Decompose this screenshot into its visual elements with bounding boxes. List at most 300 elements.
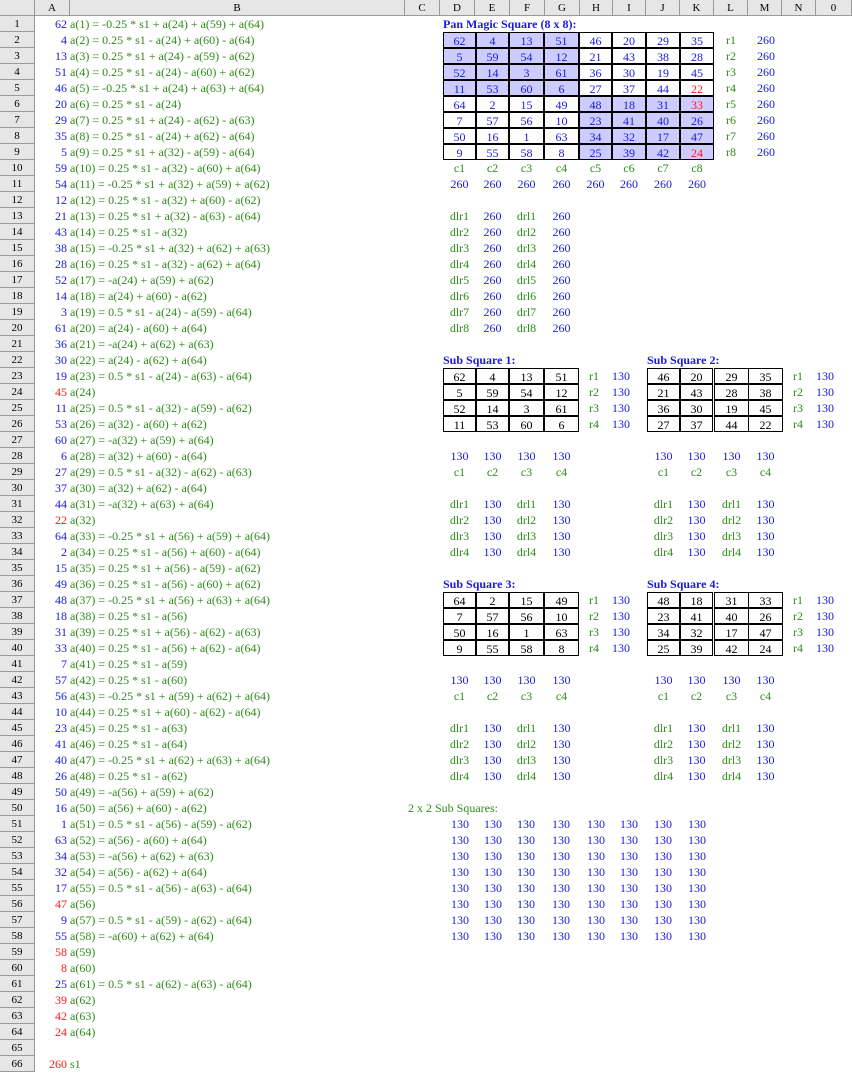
formula-cell[interactable]: a(32) — [70, 513, 96, 527]
value-cell[interactable]: 42 — [55, 1009, 67, 1023]
sub-square-cell[interactable]: 27 — [647, 416, 680, 432]
sub-square-cell[interactable]: 52 — [443, 400, 476, 416]
sub-square-cell[interactable]: 32 — [680, 624, 713, 640]
sub-square-cell[interactable]: 11 — [443, 416, 476, 432]
value-cell[interactable]: 41 — [55, 737, 67, 751]
column-header-B[interactable]: B — [70, 0, 405, 16]
formula-cell[interactable]: a(4) = 0.25 * s1 - a(24) - a(60) + a(62) — [70, 65, 255, 79]
value-cell[interactable]: 3 — [61, 305, 67, 319]
formula-cell[interactable]: a(60) — [70, 961, 96, 975]
pan-square-cell[interactable]: 9 — [443, 144, 476, 160]
sub-square-cell[interactable]: 57 — [476, 608, 509, 624]
formula-cell[interactable]: a(38) = 0.25 * s1 - a(56) — [70, 609, 188, 623]
formula-cell[interactable]: a(62) — [70, 993, 96, 1007]
value-cell[interactable]: 2 — [61, 545, 67, 559]
row-header-22[interactable]: 22 — [0, 352, 35, 368]
pan-square-cell[interactable]: 18 — [612, 96, 646, 112]
sub-square-cell[interactable]: 30 — [680, 400, 713, 416]
formula-cell[interactable]: a(56) — [70, 897, 96, 911]
pan-square-cell[interactable]: 10 — [544, 112, 579, 128]
pan-square-cell[interactable]: 24 — [680, 144, 714, 160]
column-header-H[interactable]: H — [580, 0, 613, 16]
value-cell[interactable]: 55 — [55, 929, 67, 943]
pan-square-cell[interactable]: 1 — [509, 128, 544, 144]
value-cell[interactable]: 44 — [55, 497, 67, 511]
column-header-A[interactable]: A — [35, 0, 70, 16]
row-header-63[interactable]: 63 — [0, 1008, 35, 1024]
value-cell[interactable]: 40 — [55, 753, 67, 767]
formula-cell[interactable]: a(55) = 0.5 * s1 - a(56) - a(63) - a(64) — [70, 881, 252, 895]
row-header-20[interactable]: 20 — [0, 320, 35, 336]
pan-square-cell[interactable]: 57 — [476, 112, 509, 128]
sub-square-cell[interactable]: 26 — [748, 608, 783, 624]
row-header-52[interactable]: 52 — [0, 832, 35, 848]
column-header-N[interactable]: N — [782, 0, 816, 16]
sub-square-cell[interactable]: 58 — [509, 640, 544, 656]
row-header-12[interactable]: 12 — [0, 192, 35, 208]
row-header-53[interactable]: 53 — [0, 848, 35, 864]
row-header-42[interactable]: 42 — [0, 672, 35, 688]
sub-square-cell[interactable]: 21 — [647, 384, 680, 400]
sub-square-cell[interactable]: 35 — [748, 368, 783, 384]
sub-square-cell[interactable]: 17 — [714, 624, 749, 640]
sub-square-cell[interactable]: 56 — [509, 608, 544, 624]
pan-square-cell[interactable]: 27 — [579, 80, 612, 96]
column-header-0[interactable]: 0 — [816, 0, 852, 16]
row-header-8[interactable]: 8 — [0, 128, 35, 144]
pan-square-cell[interactable]: 15 — [509, 96, 544, 112]
column-header-J[interactable]: J — [646, 0, 680, 16]
value-cell[interactable]: 22 — [55, 513, 67, 527]
sub-square-cell[interactable]: 28 — [714, 384, 749, 400]
sub-square-cell[interactable]: 54 — [509, 384, 544, 400]
value-cell[interactable]: 30 — [55, 353, 67, 367]
row-header-41[interactable]: 41 — [0, 656, 35, 672]
row-header-47[interactable]: 47 — [0, 752, 35, 768]
value-cell[interactable]: 11 — [55, 401, 67, 415]
formula-cell[interactable]: a(49) = -a(56) + a(59) + a(62) — [70, 785, 214, 799]
sub-square-cell[interactable]: 44 — [714, 416, 749, 432]
sub-square-cell[interactable]: 38 — [748, 384, 783, 400]
formula-cell[interactable]: a(46) = 0.25 * s1 - a(64) — [70, 737, 188, 751]
value-cell[interactable]: 7 — [61, 657, 67, 671]
pan-square-cell[interactable]: 25 — [579, 144, 612, 160]
row-header-13[interactable]: 13 — [0, 208, 35, 224]
value-cell[interactable]: 8 — [61, 961, 67, 975]
pan-square-cell[interactable]: 55 — [476, 144, 509, 160]
select-all-corner[interactable] — [0, 0, 35, 16]
formula-cell[interactable]: a(10) = 0.25 * s1 - a(32) - a(60) + a(64) — [70, 161, 261, 175]
sub-square-cell[interactable]: 9 — [443, 640, 476, 656]
formula-cell[interactable]: a(8) = 0.25 * s1 - a(24) + a(62) - a(64) — [70, 129, 255, 143]
pan-square-cell[interactable]: 43 — [612, 48, 646, 64]
formula-cell[interactable]: a(58) = -a(60) + a(62) + a(64) — [70, 929, 214, 943]
row-header-49[interactable]: 49 — [0, 784, 35, 800]
pan-square-cell[interactable]: 6 — [544, 80, 579, 96]
pan-square-cell[interactable]: 61 — [544, 64, 579, 80]
pan-square-cell[interactable]: 41 — [612, 112, 646, 128]
formula-cell[interactable]: a(45) = 0.25 * s1 - a(63) — [70, 721, 188, 735]
sub-square-cell[interactable]: 20 — [680, 368, 713, 384]
value-cell[interactable]: 38 — [55, 241, 67, 255]
pan-square-cell[interactable]: 26 — [680, 112, 714, 128]
formula-cell[interactable]: a(54) = a(56) - a(62) + a(64) — [70, 865, 207, 879]
sub-square-cell[interactable]: 47 — [748, 624, 783, 640]
column-header-E[interactable]: E — [475, 0, 510, 16]
formula-cell[interactable]: a(26) = a(32) - a(60) + a(62) — [70, 417, 207, 431]
pan-square-cell[interactable]: 3 — [509, 64, 544, 80]
sub-square-cell[interactable]: 51 — [544, 368, 579, 384]
pan-square-cell[interactable]: 56 — [509, 112, 544, 128]
sub-square-cell[interactable]: 62 — [443, 368, 476, 384]
pan-square-cell[interactable]: 58 — [509, 144, 544, 160]
pan-square-cell[interactable]: 12 — [544, 48, 579, 64]
formula-cell[interactable]: a(61) = 0.5 * s1 - a(62) - a(63) - a(64) — [70, 977, 252, 991]
pan-square-cell[interactable]: 29 — [646, 32, 680, 48]
pan-square-cell[interactable]: 64 — [443, 96, 476, 112]
pan-square-cell[interactable]: 13 — [509, 32, 544, 48]
sub-square-cell[interactable]: 5 — [443, 384, 476, 400]
row-header-24[interactable]: 24 — [0, 384, 35, 400]
formula-cell[interactable]: a(13) = 0.25 * s1 + a(32) - a(63) - a(64) — [70, 209, 261, 223]
sub-square-cell[interactable]: 64 — [443, 592, 476, 608]
sub-square-cell[interactable]: 33 — [748, 592, 783, 608]
formula-cell[interactable]: a(22) = a(24) - a(62) + a(64) — [70, 353, 207, 367]
row-header-31[interactable]: 31 — [0, 496, 35, 512]
value-cell[interactable]: 17 — [55, 881, 67, 895]
formula-cell[interactable]: a(11) = -0.25 * s1 + a(32) + a(59) + a(62) — [70, 177, 270, 191]
pan-square-cell[interactable]: 28 — [680, 48, 714, 64]
row-header-15[interactable]: 15 — [0, 240, 35, 256]
pan-square-cell[interactable]: 4 — [476, 32, 509, 48]
value-cell[interactable]: 34 — [55, 849, 67, 863]
formula-cell[interactable]: a(53) = -a(56) + a(62) + a(63) — [70, 849, 214, 863]
pan-square-cell[interactable]: 34 — [579, 128, 612, 144]
sub-square-cell[interactable]: 61 — [544, 400, 579, 416]
pan-square-cell[interactable]: 59 — [476, 48, 509, 64]
pan-square-cell[interactable]: 53 — [476, 80, 509, 96]
pan-square-cell[interactable]: 5 — [443, 48, 476, 64]
formula-cell[interactable]: a(39) = 0.25 * s1 + a(56) - a(62) - a(63) — [70, 625, 261, 639]
row-header-1[interactable]: 1 — [0, 16, 35, 32]
row-header-65[interactable]: 65 — [0, 1040, 35, 1056]
formula-cell[interactable]: a(57) = 0.5 * s1 - a(59) - a(62) - a(64) — [70, 913, 252, 927]
pan-square-cell[interactable]: 49 — [544, 96, 579, 112]
formula-cell[interactable]: a(64) — [70, 1025, 96, 1039]
row-header-56[interactable]: 56 — [0, 896, 35, 912]
row-header-3[interactable]: 3 — [0, 48, 35, 64]
pan-square-cell[interactable]: 46 — [579, 32, 612, 48]
formula-cell[interactable]: a(43) = -0.25 * s1 + a(59) + a(62) + a(64) — [70, 689, 271, 703]
pan-square-cell[interactable]: 20 — [612, 32, 646, 48]
sub-square-cell[interactable]: 12 — [544, 384, 579, 400]
column-header-I[interactable]: I — [613, 0, 646, 16]
value-cell[interactable]: 60 — [55, 433, 67, 447]
row-header-32[interactable]: 32 — [0, 512, 35, 528]
sub-square-cell[interactable]: 3 — [509, 400, 544, 416]
pan-square-cell[interactable]: 21 — [579, 48, 612, 64]
formula-cell[interactable]: a(37) = -0.25 * s1 + a(56) + a(63) + a(64) — [70, 593, 271, 607]
pan-square-cell[interactable]: 40 — [646, 112, 680, 128]
pan-square-cell[interactable]: 62 — [443, 32, 476, 48]
formula-cell[interactable]: a(17) = -a(24) + a(59) + a(62) — [70, 273, 214, 287]
sub-square-cell[interactable]: 43 — [680, 384, 713, 400]
sub-square-cell[interactable]: 34 — [647, 624, 680, 640]
pan-square-cell[interactable]: 19 — [646, 64, 680, 80]
pan-square-cell[interactable]: 60 — [509, 80, 544, 96]
column-header-C[interactable]: C — [405, 0, 440, 16]
value-cell[interactable]: 39 — [55, 993, 67, 1007]
value-cell[interactable]: 49 — [55, 577, 67, 591]
row-header-16[interactable]: 16 — [0, 256, 35, 272]
formula-cell[interactable]: a(12) = 0.25 * s1 - a(32) + a(60) - a(62) — [70, 193, 261, 207]
formula-cell[interactable]: a(7) = 0.25 * s1 + a(24) - a(62) - a(63) — [70, 113, 255, 127]
row-header-37[interactable]: 37 — [0, 592, 35, 608]
row-header-35[interactable]: 35 — [0, 560, 35, 576]
formula-cell[interactable]: a(27) = -a(32) + a(59) + a(64) — [70, 433, 214, 447]
pan-square-cell[interactable]: 39 — [612, 144, 646, 160]
value-cell[interactable]: 25 — [55, 977, 67, 991]
formula-cell[interactable]: a(42) = 0.25 * s1 - a(60) — [70, 673, 188, 687]
row-header-27[interactable]: 27 — [0, 432, 35, 448]
row-header-54[interactable]: 54 — [0, 864, 35, 880]
value-cell[interactable]: 53 — [55, 417, 67, 431]
value-cell[interactable]: 37 — [55, 481, 67, 495]
pan-square-cell[interactable]: 22 — [680, 80, 714, 96]
sub-square-cell[interactable]: 16 — [476, 624, 509, 640]
formula-cell[interactable]: a(14) = 0.25 * s1 - a(32) — [70, 225, 188, 239]
pan-square-cell[interactable]: 52 — [443, 64, 476, 80]
pan-square-cell[interactable]: 23 — [579, 112, 612, 128]
value-cell[interactable]: 63 — [55, 833, 67, 847]
row-header-4[interactable]: 4 — [0, 64, 35, 80]
sub-square-cell[interactable]: 46 — [647, 368, 680, 384]
pan-square-cell[interactable]: 11 — [443, 80, 476, 96]
value-cell[interactable]: 19 — [55, 369, 67, 383]
value-cell[interactable]: 46 — [55, 81, 67, 95]
row-header-39[interactable]: 39 — [0, 624, 35, 640]
sub-square-cell[interactable]: 13 — [509, 368, 544, 384]
pan-square-cell[interactable]: 17 — [646, 128, 680, 144]
sub-square-cell[interactable]: 37 — [680, 416, 713, 432]
value-cell[interactable]: 54 — [55, 177, 67, 191]
value-cell[interactable]: 31 — [55, 625, 67, 639]
sub-square-cell[interactable]: 24 — [748, 640, 783, 656]
value-cell[interactable]: 43 — [55, 225, 67, 239]
sub-square-cell[interactable]: 36 — [647, 400, 680, 416]
row-header-34[interactable]: 34 — [0, 544, 35, 560]
value-cell[interactable]: 52 — [55, 273, 67, 287]
row-header-2[interactable]: 2 — [0, 32, 35, 48]
column-header-D[interactable]: D — [440, 0, 475, 16]
value-cell[interactable]: 32 — [55, 865, 67, 879]
value-cell[interactable]: 5 — [61, 145, 67, 159]
pan-square-cell[interactable]: 30 — [612, 64, 646, 80]
value-cell[interactable]: 48 — [55, 593, 67, 607]
pan-square-cell[interactable]: 33 — [680, 96, 714, 112]
value-cell[interactable]: 24 — [55, 1025, 67, 1039]
value-cell[interactable]: 9 — [61, 913, 67, 927]
sub-square-cell[interactable]: 49 — [544, 592, 579, 608]
value-cell[interactable]: 27 — [55, 465, 67, 479]
formula-cell[interactable]: a(5) = -0.25 * s1 + a(24) + a(63) + a(64) — [70, 81, 265, 95]
sub-square-cell[interactable]: 53 — [476, 416, 509, 432]
value-cell[interactable]: 47 — [55, 897, 67, 911]
value-cell[interactable]: 26 — [55, 769, 67, 783]
sub-square-cell[interactable]: 42 — [714, 640, 749, 656]
value-cell[interactable]: 56 — [55, 689, 67, 703]
formula-cell[interactable]: a(18) = a(24) + a(60) - a(62) — [70, 289, 207, 303]
value-cell[interactable]: 260 — [49, 1057, 67, 1071]
value-cell[interactable]: 57 — [55, 673, 67, 687]
pan-square-cell[interactable]: 16 — [476, 128, 509, 144]
pan-square-cell[interactable]: 37 — [612, 80, 646, 96]
row-header-25[interactable]: 25 — [0, 400, 35, 416]
row-header-58[interactable]: 58 — [0, 928, 35, 944]
pan-square-cell[interactable]: 14 — [476, 64, 509, 80]
value-cell[interactable]: 13 — [55, 49, 67, 63]
formula-cell[interactable]: a(51) = 0.5 * s1 - a(56) - a(59) - a(62) — [70, 817, 252, 831]
formula-cell[interactable]: a(29) = 0.5 * s1 - a(32) - a(62) - a(63) — [70, 465, 252, 479]
column-header-K[interactable]: K — [680, 0, 714, 16]
sub-square-cell[interactable]: 63 — [544, 624, 579, 640]
formula-cell[interactable]: a(35) = 0.25 * s1 + a(56) - a(59) - a(62) — [70, 561, 261, 575]
value-cell[interactable]: 36 — [55, 337, 67, 351]
column-header-M[interactable]: M — [748, 0, 782, 16]
row-header-55[interactable]: 55 — [0, 880, 35, 896]
sub-square-cell[interactable]: 55 — [476, 640, 509, 656]
row-header-28[interactable]: 28 — [0, 448, 35, 464]
value-cell[interactable]: 6 — [61, 449, 67, 463]
column-header-L[interactable]: L — [714, 0, 748, 16]
value-cell[interactable]: 35 — [55, 129, 67, 143]
row-header-43[interactable]: 43 — [0, 688, 35, 704]
row-header-10[interactable]: 10 — [0, 160, 35, 176]
formula-cell[interactable]: a(63) — [70, 1009, 96, 1023]
formula-cell[interactable]: a(47) = -0.25 * s1 + a(62) + a(63) + a(64) — [70, 753, 271, 767]
row-header-45[interactable]: 45 — [0, 720, 35, 736]
sub-square-cell[interactable]: 14 — [476, 400, 509, 416]
value-cell[interactable]: 16 — [55, 801, 67, 815]
formula-cell[interactable]: a(34) = 0.25 * s1 - a(56) + a(60) - a(64) — [70, 545, 261, 559]
row-header-17[interactable]: 17 — [0, 272, 35, 288]
value-cell[interactable]: 62 — [55, 17, 67, 31]
formula-cell[interactable]: a(50) = a(56) + a(60) - a(62) — [70, 801, 207, 815]
sub-square-cell[interactable]: 29 — [714, 368, 749, 384]
sub-square-cell[interactable]: 48 — [647, 592, 680, 608]
sub-square-cell[interactable]: 60 — [509, 416, 544, 432]
pan-square-cell[interactable]: 8 — [544, 144, 579, 160]
pan-square-cell[interactable]: 42 — [646, 144, 680, 160]
pan-square-cell[interactable]: 50 — [443, 128, 476, 144]
pan-square-cell[interactable]: 36 — [579, 64, 612, 80]
sub-square-cell[interactable]: 31 — [714, 592, 749, 608]
formula-cell[interactable]: a(20) = a(24) - a(60) + a(64) — [70, 321, 207, 335]
formula-cell[interactable]: a(40) = 0.25 * s1 - a(56) + a(62) - a(64) — [70, 641, 261, 655]
sub-square-cell[interactable]: 41 — [680, 608, 713, 624]
sub-square-cell[interactable]: 18 — [680, 592, 713, 608]
row-header-11[interactable]: 11 — [0, 176, 35, 192]
formula-cell[interactable]: a(24) — [70, 385, 96, 399]
pan-square-cell[interactable]: 63 — [544, 128, 579, 144]
value-cell[interactable]: 33 — [55, 641, 67, 655]
pan-square-cell[interactable]: 7 — [443, 112, 476, 128]
pan-square-cell[interactable]: 51 — [544, 32, 579, 48]
row-header-40[interactable]: 40 — [0, 640, 35, 656]
formula-cell[interactable]: a(16) = 0.25 * s1 - a(32) - a(62) + a(64) — [70, 257, 261, 271]
value-cell[interactable]: 10 — [55, 705, 67, 719]
row-header-18[interactable]: 18 — [0, 288, 35, 304]
sub-square-cell[interactable]: 15 — [509, 592, 544, 608]
sub-square-cell[interactable]: 50 — [443, 624, 476, 640]
row-header-14[interactable]: 14 — [0, 224, 35, 240]
row-header-36[interactable]: 36 — [0, 576, 35, 592]
row-header-48[interactable]: 48 — [0, 768, 35, 784]
formula-cell[interactable]: a(1) = -0.25 * s1 + a(24) + a(59) + a(64) — [70, 17, 265, 31]
formula-cell[interactable]: a(25) = 0.5 * s1 - a(32) - a(59) - a(62) — [70, 401, 252, 415]
formula-cell[interactable]: a(3) = 0.25 * s1 + a(24) - a(59) - a(62) — [70, 49, 255, 63]
row-header-61[interactable]: 61 — [0, 976, 35, 992]
row-header-62[interactable]: 62 — [0, 992, 35, 1008]
sub-square-cell[interactable]: 40 — [714, 608, 749, 624]
row-header-57[interactable]: 57 — [0, 912, 35, 928]
formula-cell[interactable]: a(52) = a(56) - a(60) + a(64) — [70, 833, 207, 847]
row-header-6[interactable]: 6 — [0, 96, 35, 112]
row-header-23[interactable]: 23 — [0, 368, 35, 384]
formula-cell[interactable]: a(21) = -a(24) + a(62) + a(63) — [70, 337, 214, 351]
sub-square-cell[interactable]: 39 — [680, 640, 713, 656]
formula-cell[interactable]: a(33) = -0.25 * s1 + a(56) + a(59) + a(64) — [70, 529, 271, 543]
formula-cell[interactable]: a(9) = 0.25 * s1 + a(32) - a(59) - a(64) — [70, 145, 255, 159]
row-header-44[interactable]: 44 — [0, 704, 35, 720]
row-header-38[interactable]: 38 — [0, 608, 35, 624]
row-header-7[interactable]: 7 — [0, 112, 35, 128]
sub-square-cell[interactable]: 4 — [476, 368, 509, 384]
formula-cell[interactable]: a(59) — [70, 945, 96, 959]
row-header-30[interactable]: 30 — [0, 480, 35, 496]
row-header-29[interactable]: 29 — [0, 464, 35, 480]
formula-cell[interactable]: a(28) = a(32) + a(60) - a(64) — [70, 449, 207, 463]
pan-square-cell[interactable]: 31 — [646, 96, 680, 112]
sub-square-cell[interactable]: 10 — [544, 608, 579, 624]
row-header-46[interactable]: 46 — [0, 736, 35, 752]
sub-square-cell[interactable]: 8 — [544, 640, 579, 656]
value-cell[interactable]: 64 — [55, 529, 67, 543]
value-cell[interactable]: 58 — [55, 945, 67, 959]
row-header-26[interactable]: 26 — [0, 416, 35, 432]
value-cell[interactable]: 28 — [55, 257, 67, 271]
row-header-60[interactable]: 60 — [0, 960, 35, 976]
value-cell[interactable]: 51 — [55, 65, 67, 79]
formula-cell[interactable]: a(31) = -a(32) + a(63) + a(64) — [70, 497, 214, 511]
pan-square-cell[interactable]: 2 — [476, 96, 509, 112]
sub-square-cell[interactable]: 59 — [476, 384, 509, 400]
formula-cell[interactable]: a(48) = 0.25 * s1 - a(62) — [70, 769, 188, 783]
formula-cell[interactable]: a(6) = 0.25 * s1 - a(24) — [70, 97, 182, 111]
row-header-64[interactable]: 64 — [0, 1024, 35, 1040]
row-header-5[interactable]: 5 — [0, 80, 35, 96]
value-cell[interactable]: 12 — [55, 193, 67, 207]
value-cell[interactable]: 50 — [55, 785, 67, 799]
row-header-50[interactable]: 50 — [0, 800, 35, 816]
formula-cell[interactable]: a(41) = 0.25 * s1 - a(59) — [70, 657, 188, 671]
formula-cell[interactable]: a(2) = 0.25 * s1 - a(24) + a(60) - a(64) — [70, 33, 255, 47]
value-cell[interactable]: 14 — [55, 289, 67, 303]
row-header-33[interactable]: 33 — [0, 528, 35, 544]
formula-cell[interactable]: a(30) = a(32) + a(62) - a(64) — [70, 481, 207, 495]
column-header-G[interactable]: G — [545, 0, 580, 16]
sub-square-cell[interactable]: 6 — [544, 416, 579, 432]
